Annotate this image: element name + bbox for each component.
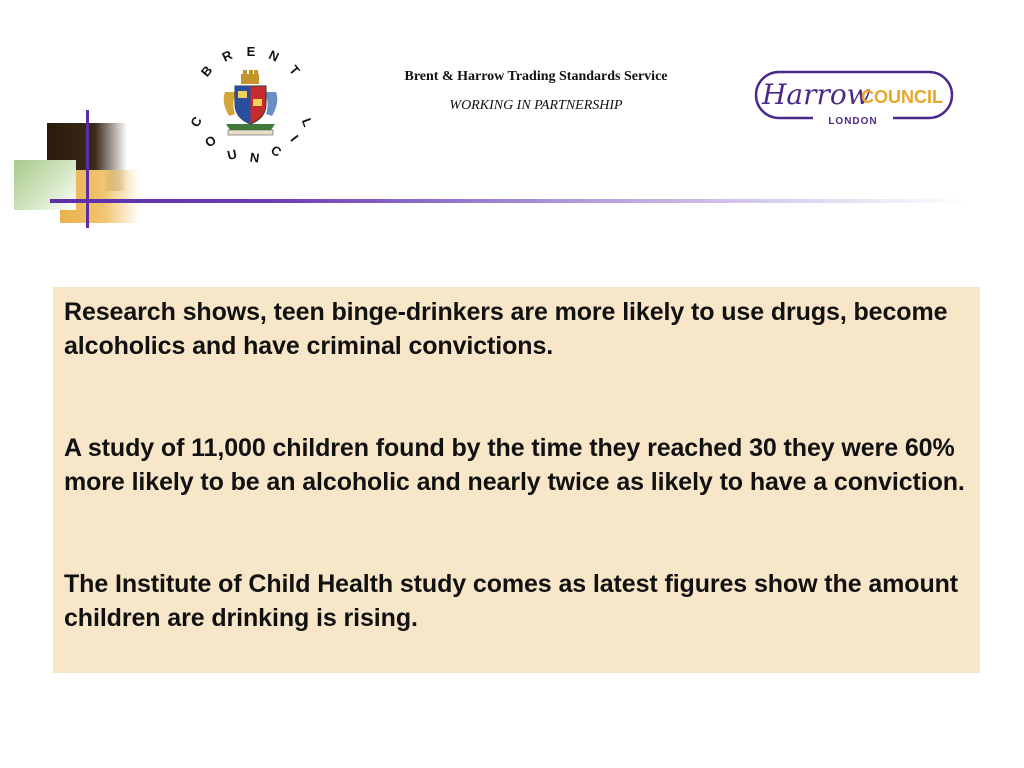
svg-text:COUNCIL: COUNCIL: [861, 87, 943, 107]
brent-council-logo: [187, 44, 316, 169]
svg-text:T: T: [286, 62, 303, 78]
content-panel: [53, 287, 980, 673]
svg-text:C: C: [268, 142, 285, 160]
svg-text:L: L: [298, 116, 316, 129]
decor-vertical-line: [86, 110, 89, 228]
svg-text:B: B: [197, 62, 216, 80]
svg-text:I: I: [287, 132, 302, 145]
svg-text:N: N: [266, 47, 282, 65]
svg-text:C: C: [187, 113, 205, 130]
svg-text:O: O: [201, 132, 219, 151]
paragraph-study: A study of 11,000 children found by the time they reached 30 they were 60% more likely to be an alcoholic and nearly twice as likely to have a conviction.: [64, 434, 965, 496]
svg-text:Harrow: Harrow: [762, 78, 871, 111]
coat-of-arms-icon: [224, 70, 278, 135]
header-title: Brent & Harrow Trading Standards Service: [404, 69, 668, 84]
paragraph-institute: The Institute of Child Health study comes as latest figures show the amount children are drinking is rising.: [64, 570, 959, 632]
paragraph-research: Research shows, teen binge-drinkers are more likely to use drugs, become alcoholics and have criminal convictions.: [64, 298, 948, 360]
svg-text:R: R: [219, 47, 235, 65]
svg-text:N: N: [248, 149, 261, 166]
decor-horizontal-rule: [50, 199, 970, 203]
header-subtitle: WORKING IN PARTNERSHIP: [449, 98, 623, 113]
svg-text:E: E: [246, 44, 256, 59]
svg-text:U: U: [225, 146, 239, 163]
svg-text:LONDON: LONDON: [828, 116, 878, 127]
harrow-council-logo: [753, 66, 957, 130]
